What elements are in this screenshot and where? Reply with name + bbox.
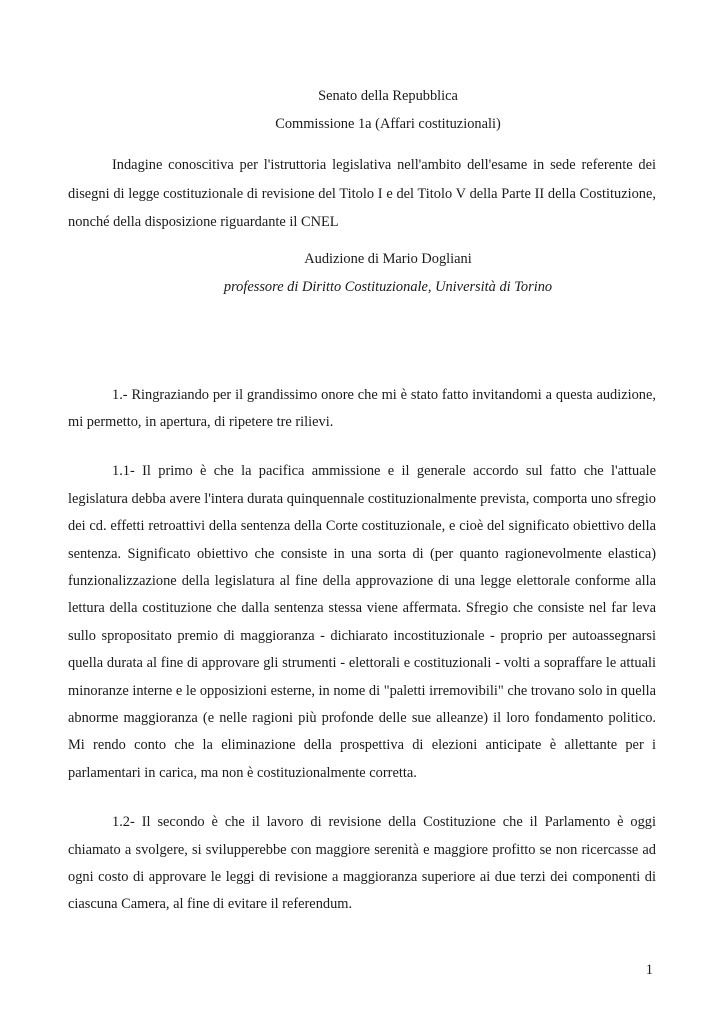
page-number: 1: [645, 962, 653, 978]
institution-name: Senato della Repubblica: [318, 88, 458, 104]
document-page: [68, 82, 656, 919]
inquiry-description: Indagine conoscitiva per l'istruttoria legislativa nell'ambito dell'esame in sede referente dei disegni di legge costituzionale di revisione del Titolo I e del Titolo V della Parte II della Costituzione, nonché della disposizione riguardante il CNEL: [68, 157, 656, 230]
paragraph-1-1: 1.1- Il primo è che la pacifica ammissione e il generale accordo sul fatto che l'attuale legislatura debba avere l'intera durata quinquennale costituzionalmente prevista, comporta uno sfregio dei cd. effetti retroattivi della sentenza della Corte costituzionale, e cioè del significato obiettivo della sentenza. Significato obiettivo che consiste in una sorta di (per quanto ragionevolmente elastica) funzionalizzazione della legislatura al fine della approvazione di una legge elettorale conforme alla lettura della costituzione che dalla sentenza stessa viene affermata. Sfregio che consiste nel far leva sullo spropositato premio di maggioranza - dichiarato incostituzionale - proprio per autoassegnarsi quella durata al fine di approvare gli strumenti - elettorali e costituzionali - volti a sopraffare le attuali minoranze interne e le opposizioni esterne, in nome di "paletti irremovibili" che trovano solo in quella abnorme maggioranza (e nelle ragioni più profonde delle sue alleanze) il loro fondamento politico. Mi rendo conto che la eliminazione della prospettiva di elezioni anticipate è allettante per i parlamentari in carica, ma non è costituzionalmente corretta.: [68, 463, 657, 781]
audition-block: [120, 245, 656, 301]
paragraph-1: 1.- Ringraziando per il grandissimo onore che mi è stato fatto invitandomi a questa audizione, mi permetto, in apertura, di ripetere tre rilievi.: [68, 386, 656, 430]
speaker-role: professore di Diritto Costituzionale, Università di Torino: [223, 278, 553, 295]
commission-name: Commissione 1a (Affari costituzionali): [275, 116, 501, 132]
audition-title: Audizione di Mario Dogliani: [304, 250, 472, 267]
document-header: [120, 82, 656, 138]
paragraph-1-2: 1.2- Il secondo è che il lavoro di revisione della Costituzione che il Parlamento è oggi chiamato a svolgere, si svilupperebbe con maggiore serenità e maggiore profitto se non ricercasse ad ogni costo di approvare le leggi di revisione a maggioranza superiore ai due terzi dei componenti di ciascuna Camera, al fine di evitare il referendum.: [68, 814, 656, 913]
